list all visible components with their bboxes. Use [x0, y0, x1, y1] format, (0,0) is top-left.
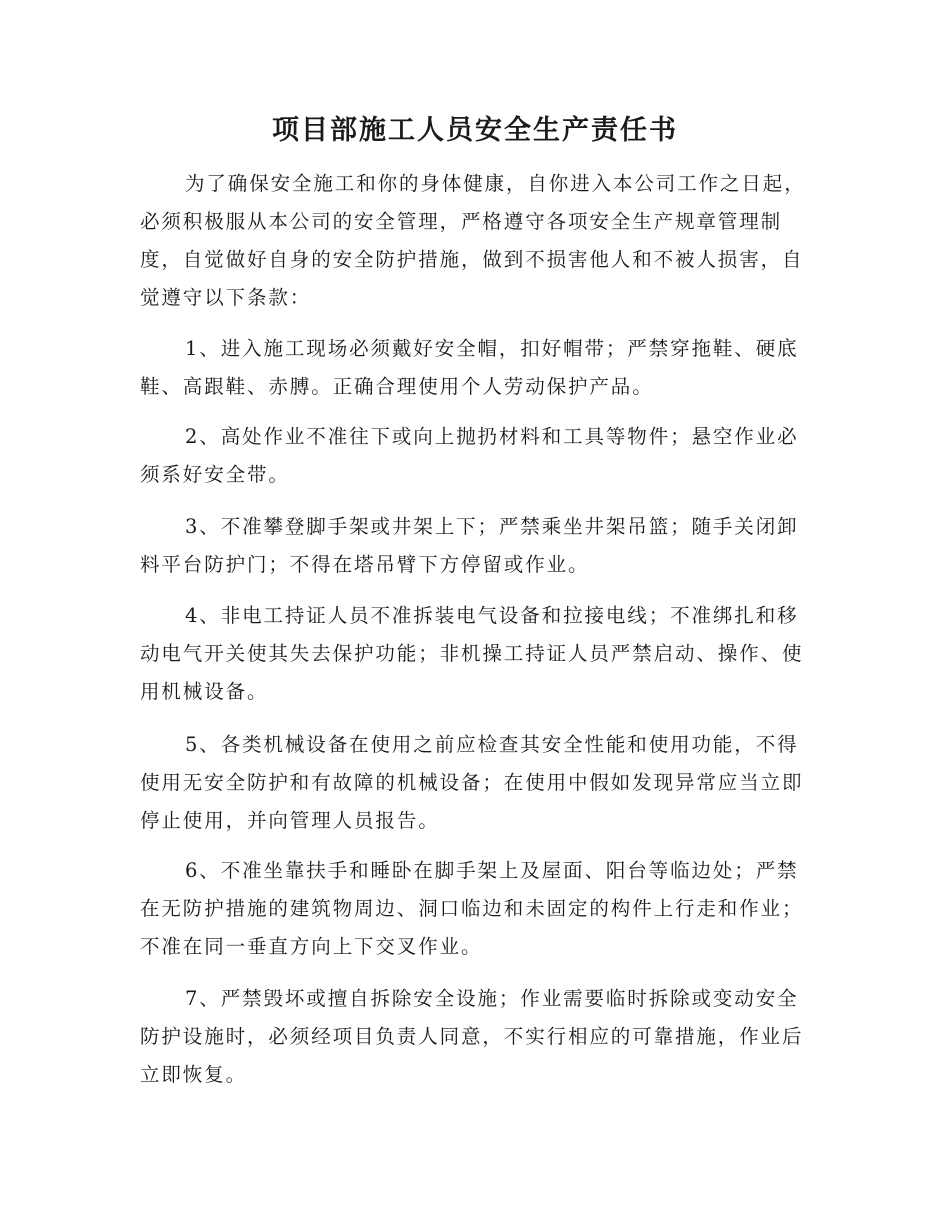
clause-3: 3、不准攀登脚手架或井架上下；严禁乘坐井架吊篮；随手关闭卸料平台防护门；不得在塔吊臂下方停留或作业。 — [140, 515, 799, 576]
clause-1: 1、进入施工现场必须戴好安全帽，扣好帽带；严禁穿拖鞋、硬底鞋、高跟鞋、赤膊。正确合理使用个人劳动保护产品。 — [140, 337, 799, 398]
document-title: 项目部施工人员安全生产责任书 — [272, 115, 678, 146]
clause-5: 5、各类机械设备在使用之前应检查其安全性能和使用功能，不得使用无安全防护和有故障的机械设备；在使用中假如发现异常应当立即停止使用，并向管理人员报告。 — [140, 733, 804, 832]
clause-6: 6、不准坐靠扶手和睡卧在脚手架上及屋面、阳台等临边处；严禁在无防护措施的建筑物周边、洞口临边和未固定的构件上行走和作业；不准在同一垂直方向上下交叉作业。 — [140, 859, 804, 958]
intro-paragraph: 为了确保安全施工和你的身体健康，自你进入本公司工作之日起，必须积极服从本公司的安全管理，严格遵守各项安全生产规章管理制度，自觉做好自身的安全防护措施，做到不损害他人和不被人损害，自觉遵守以下条款： — [140, 172, 806, 309]
clause-4: 4、非电工持证人员不准拆装电气设备和拉接电线；不准绑扎和移动电气开关使其失去保护功能；非机操工持证人员严禁启动、操作、使用机械设备。 — [140, 604, 804, 703]
clause-2: 2、高处作业不准往下或向上抛扔材料和工具等物件；悬空作业必须系好安全带。 — [140, 425, 799, 486]
clause-7: 7、严禁毁坏或擅自拆除安全设施；作业需要临时拆除或变动安全防护设施时，必须经项目负责人同意，不实行相应的可靠措施，作业后立即恢复。 — [140, 987, 804, 1086]
